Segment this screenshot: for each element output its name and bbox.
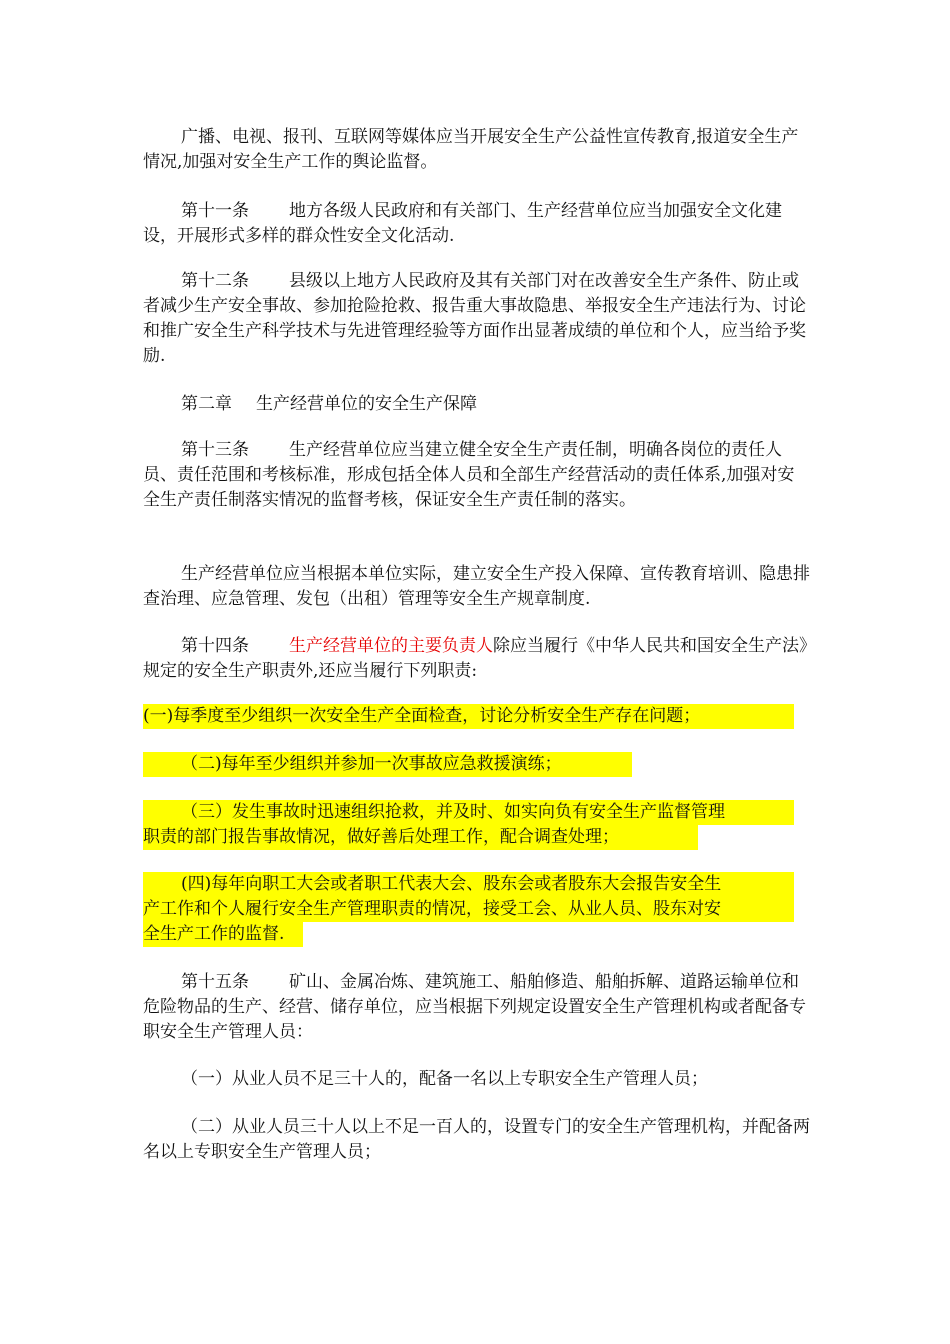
article-11 [143,199,811,249]
duty-3-text-1: （三）发生事故时迅速组织抢救，并及时、如实向负有安全生产监督管理 [181,802,725,822]
article-text: 生产经营单位应当建立健全安全生产责任制，明确各岗位的责任人员、责任范围和考核标准，形成包括全体人员和全部生产经营活动的责任体系,加强对安全生产责任制落实情况的监督考核，保证安全生产责任制的落实。 [143,440,795,510]
article-number: 第十五条 [181,972,249,992]
article-number: 第十一条 [181,201,249,221]
chapter-title: 生产经营单位的安全生产保障 [256,394,477,414]
article-number: 第十三条 [181,440,249,460]
requirement-text: （二）从业人员三十人以上不足一百人的，设置专门的安全生产管理机构，并配备两名以上专职安全生产管理人员； [143,1117,810,1162]
article-13 [143,438,811,513]
duty-4-line-3: 全生产工作的监督. [143,922,303,947]
article-text: 县级以上地方人民政府及其有关部门对在改善安全生产条件、防止或者减少生产安全事故、参加抢险抢救、报告重大事故隐患、举报安全生产违法行为、讨论和推广安全生产科学技术与先进管理经验等方面作出显著成绩的单位和个人，应当给予奖励. [143,271,806,366]
requirement-1 [143,1067,811,1092]
chapter-2-heading [143,392,811,417]
article-text: 除应当履行《中华人民共和国安全生产法》规定的安全生产职责外,还应当履行下列职责: [143,636,808,681]
duty-2-text: （二)每年至少组织并参加一次事故应急救援演练； [181,754,562,774]
article-text: 矿山、金属冶炼、建筑施工、船舶修造、船舶拆解、道路运输单位和危险物品的生产、经营、储存单位，应当根据下列规定设置安全生产管理机构或者配备专职安全生产管理人员： [143,972,806,1042]
article-12 [143,269,811,369]
duty-1: (一)每季度至少组织一次安全生产全面检查，讨论分析安全生产存在问题； [143,704,794,729]
duty-3-line-1 [143,800,794,825]
requirement-2 [143,1115,811,1165]
highlighted-subject: 生产经营单位的主要负责人 [289,636,493,656]
institutions-paragraph [143,562,811,612]
duty-4-text-1: (四)每年向职工大会或者职工代表大会、股东会或者股东大会报告安全生 [181,874,722,894]
duty-4-line-1 [143,872,794,897]
media-text: 广播、电视、报刊、互联网等媒体应当开展安全生产公益性宣传教育,报道安全生产情况,加强对安全生产工作的舆论监督。 [143,127,799,172]
article-14 [143,634,811,684]
chapter-number: 第二章 [181,394,232,414]
media-paragraph [143,125,811,175]
duty-4-line-2: 产工作和个人履行安全生产管理职责的情况，接受工会、从业人员、股东对安 [143,897,794,922]
duty-3-line-2: 职责的部门报告事故情况，做好善后处理工作，配合调查处理； [143,825,698,850]
article-text: 地方各级人民政府和有关部门、生产经营单位应当加强安全文化建设，开展形式多样的群众性安全文化活动. [143,201,782,246]
institutions-text: 生产经营单位应当根据本单位实际，建立安全生产投入保障、宣传教育培训、隐患排查治理、应急管理、发包（出租）管理等安全生产规章制度. [143,564,810,609]
article-15 [143,970,811,1045]
article-number: 第十二条 [181,271,249,291]
article-number: 第十四条 [181,636,249,656]
requirement-text: （一）从业人员不足三十人的，配备一名以上专职安全生产管理人员； [181,1069,708,1089]
duty-2 [143,752,632,777]
